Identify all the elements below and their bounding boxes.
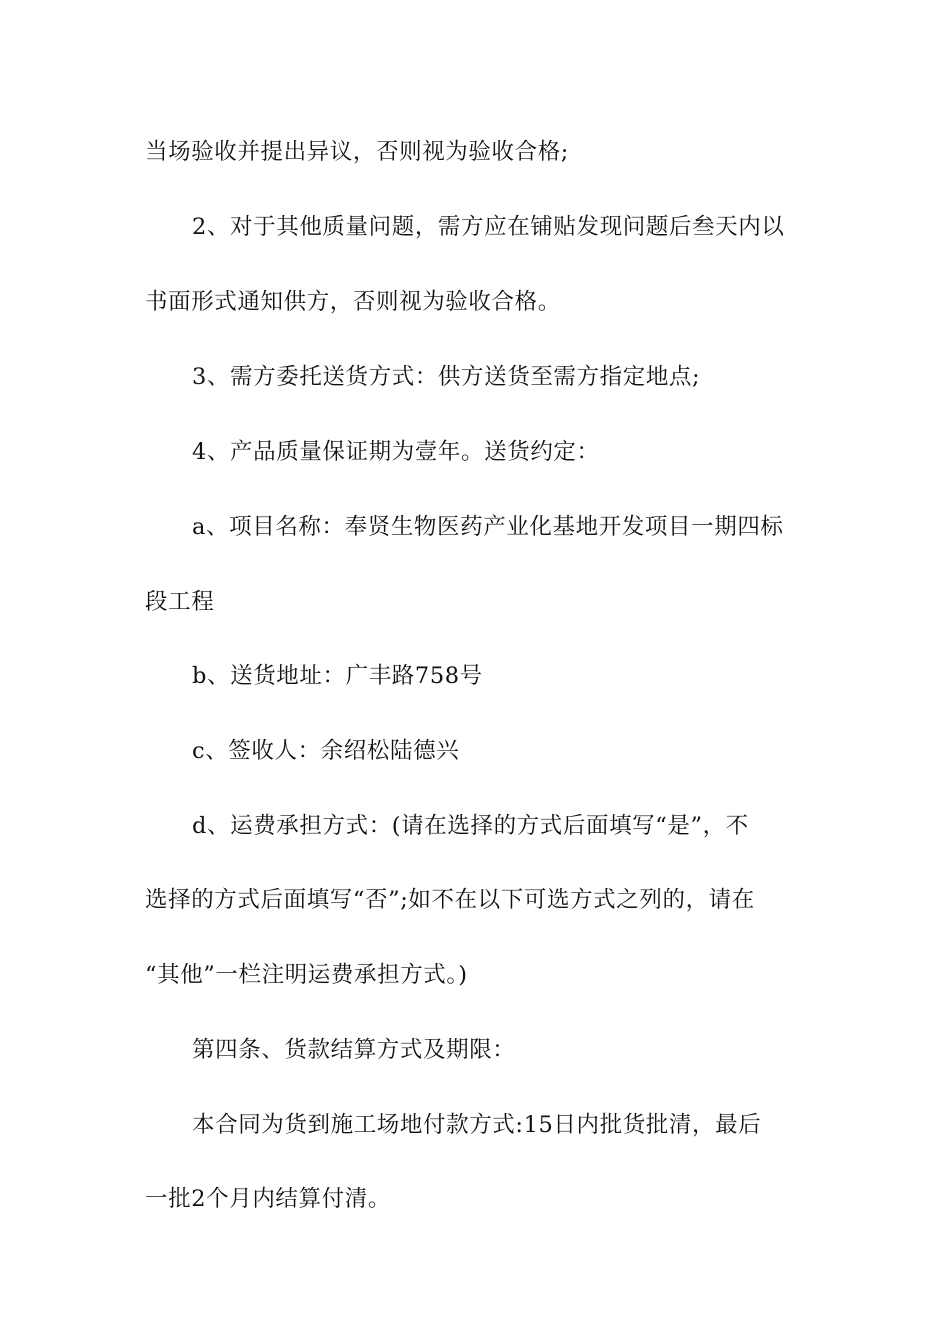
text-line-9: c、签收人：余绍松陆德兴 bbox=[192, 738, 460, 764]
text-line-3: 书面形式通知供方，否则视为验收合格。 bbox=[145, 289, 561, 315]
text-line-1: 当场验收并提出异议，否则视为验收合格; bbox=[145, 139, 569, 165]
text-line-12: “其他”一栏注明运费承担方式。) bbox=[145, 962, 468, 988]
text-line-7: 段工程 bbox=[145, 589, 215, 615]
text-line-2: 2、对于其他质量问题，需方应在铺贴发现问题后叁天内以 bbox=[192, 214, 785, 240]
text-line-8: b、送货地址：广丰路758号 bbox=[192, 663, 483, 689]
text-line-13: 第四条、货款结算方式及期限： bbox=[192, 1037, 516, 1063]
text-line-15: 一批2个月内结算付清。 bbox=[145, 1186, 391, 1212]
text-line-6: a、项目名称：奉贤生物医药产业化基地开发项目一期四标 bbox=[192, 514, 784, 540]
text-line-5: 4、产品质量保证期为壹年。送货约定： bbox=[192, 439, 600, 465]
text-line-11: 选择的方式后面填写“否”;如不在以下可选方式之列的，请在 bbox=[145, 887, 755, 913]
text-line-14: 本合同为货到施工场地付款方式:15日内批货批清，最后 bbox=[192, 1112, 762, 1138]
text-line-4: 3、需方委托送货方式：供方送货至需方指定地点; bbox=[192, 364, 701, 390]
text-line-10: d、运费承担方式：(请在选择的方式后面填写“是”，不 bbox=[192, 813, 749, 839]
